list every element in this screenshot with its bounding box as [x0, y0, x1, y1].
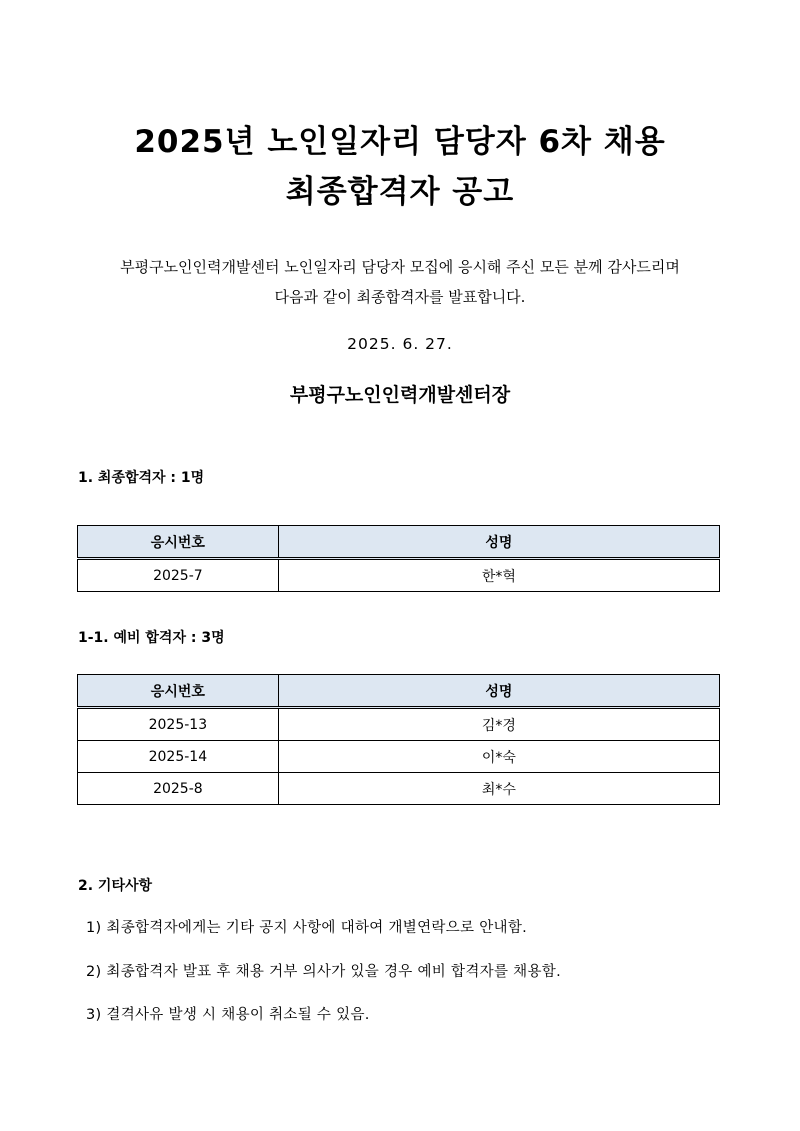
table-header-row [78, 675, 720, 708]
note-item: 2) 최종합격자 발표 후 채용 거부 의사가 있을 경우 예비 합격자를 채용함. [86, 964, 561, 980]
section-other-matters-heading: 2. 기타사항 [78, 878, 153, 894]
column-header-exam-number: 응시번호 [78, 526, 279, 559]
table-row [78, 708, 720, 741]
table-header-row [78, 526, 720, 559]
note-item: 1) 최종합격자에게는 기타 공지 사항에 대하여 개별연락으로 안내함. [86, 920, 528, 936]
document-title-line1: 2025년 노인일자리 담당자 6차 채용 [134, 124, 666, 160]
final-passers-table [77, 525, 720, 592]
column-header-exam-number: 응시번호 [78, 675, 279, 708]
table-row [78, 741, 720, 773]
cell-exam-number: 2025-13 [78, 708, 279, 741]
cell-name: 최*수 [278, 773, 719, 805]
note-item: 3) 결격사유 발생 시 채용이 취소될 수 있음. [86, 1007, 370, 1023]
reserve-passers-table [77, 674, 720, 805]
column-header-name: 성명 [278, 526, 719, 559]
cell-name: 한*혁 [278, 559, 719, 592]
document-title-line2: 최종합격자 공고 [285, 174, 515, 210]
cell-name: 이*숙 [278, 741, 719, 773]
column-header-name: 성명 [278, 675, 719, 708]
cell-exam-number: 2025-8 [78, 773, 279, 805]
section-final-passers-heading: 1. 최종합격자 : 1명 [78, 470, 205, 486]
table-row [78, 773, 720, 805]
issuing-organization: 부평구노인인력개발센터장 [289, 384, 511, 406]
table-row [78, 559, 720, 592]
cell-name: 김*경 [278, 708, 719, 741]
intro-text-line2: 다음과 같이 최종합격자를 발표합니다. [274, 288, 526, 306]
cell-exam-number: 2025-7 [78, 559, 279, 592]
cell-exam-number: 2025-14 [78, 741, 279, 773]
intro-text-line1: 부평구노인인력개발센터 노인일자리 담당자 모집에 응시해 주신 모든 분께 감사드리며 [120, 258, 680, 276]
announcement-date: 2025. 6. 27. [347, 335, 453, 353]
section-reserve-passers-heading: 1-1. 예비 합격자 : 3명 [78, 630, 225, 646]
